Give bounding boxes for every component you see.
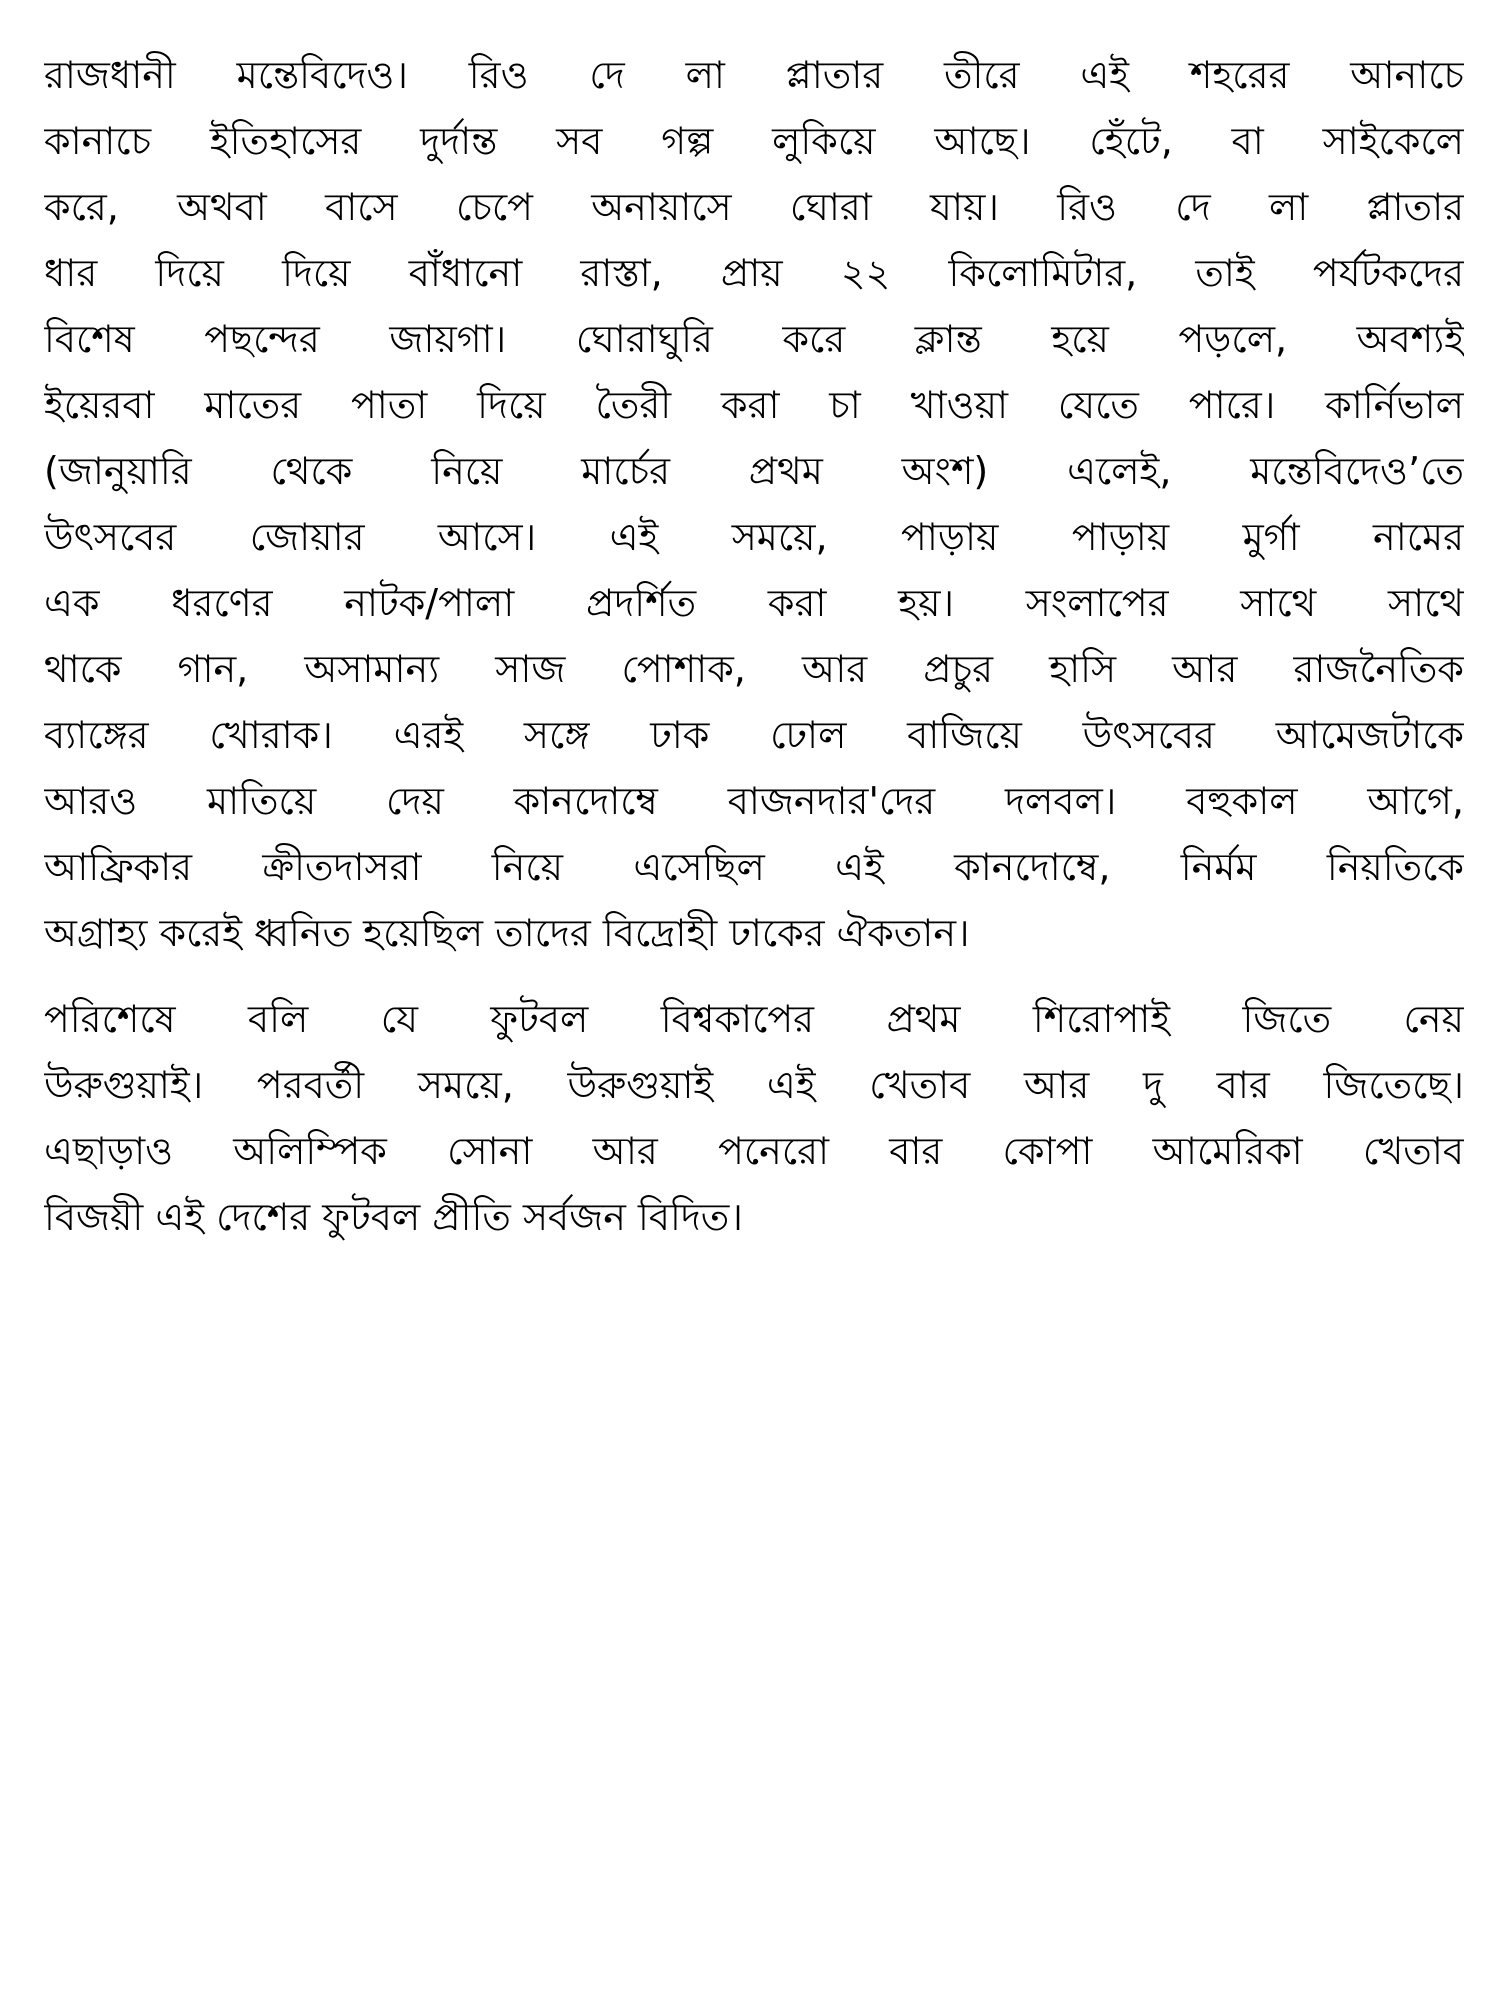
text-line: ব্যাঙ্গের খোরাক। এরই সঙ্গে ঢাক ঢোল বাজিয়ে উৎসবের আমেজটাকে xyxy=(44,713,1464,757)
text-line: ইয়েরবা মাতের পাতা দিয়ে তৈরী করা চা খাওয়া যেতে পারে। কার্নিভাল xyxy=(44,383,1464,427)
text-line: বিশেষ পছন্দের জায়গা। ঘোরাঘুরি করে ক্লান্ত হয়ে পড়লে, অবশ্যই xyxy=(44,317,1464,361)
paragraph-montevideo xyxy=(44,42,1464,966)
text-line: পরিশেষে বলি যে ফুটবল বিশ্বকাপের প্রথম শিরোপাই জিতে নেয় xyxy=(44,997,1464,1041)
text-line: করে, অথবা বাসে চেপে অনায়াসে ঘোরা যায়। রিও দে লা প্লাতার xyxy=(44,185,1464,229)
text-line: রাজধানী মন্তেবিদেও। রিও দে লা প্লাতার তীরে এই শহরের আনাচে xyxy=(44,53,1464,97)
text-line: ধার দিয়ে দিয়ে বাঁধানো রাস্তা, প্রায় ২২ কিলোমিটার, তাই পর্যটকদের xyxy=(44,251,1464,295)
text-line: অগ্রাহ্য করেই ধ্বনিত হয়েছিল তাদের বিদ্রোহী ঢাকের ঐকতান। xyxy=(44,911,970,955)
text-line: এক ধরণের নাটক/পালা প্রদর্শিত করা হয়। সংলাপের সাথে সাথে xyxy=(44,581,1464,625)
text-line: থাকে গান, অসামান্য সাজ পোশাক, আর প্রচুর হাসি আর রাজনৈতিক xyxy=(44,647,1464,691)
text-line: উরুগুয়াই। পরবর্তী সময়ে, উরুগুয়াই এই খেতাব আর দু বার জিতেছে। xyxy=(44,1063,1464,1107)
text-line: (জানুয়ারি থেকে নিয়ে মার্চের প্রথম অংশ) এলেই, মন্তেবিদেও’তে xyxy=(44,449,1464,493)
document-page xyxy=(44,42,1464,1250)
text-line: উৎসবের জোয়ার আসে। এই সময়ে, পাড়ায় পাড়ায় মুর্গা নামের xyxy=(44,515,1464,559)
text-line: আফ্রিকার ক্রীতদাসরা নিয়ে এসেছিল এই কানদোম্বে, নির্মম নিয়তিকে xyxy=(44,845,1464,889)
text-line: কানাচে ইতিহাসের দুর্দান্ত সব গল্প লুকিয়ে আছে। হেঁটে, বা সাইকেলে xyxy=(44,119,1464,163)
text-line: বিজয়ী এই দেশের ফুটবল প্রীতি সর্বজন বিদিত। xyxy=(44,1195,743,1239)
text-line: আরও মাতিয়ে দেয় কানদোম্বে বাজনদার'দের দলবল। বহুকাল আগে, xyxy=(44,779,1464,823)
paragraph-football xyxy=(44,986,1464,1250)
text-line: এছাড়াও অলিম্পিক সোনা আর পনেরো বার কোপা আমেরিকা খেতাব xyxy=(44,1129,1464,1173)
